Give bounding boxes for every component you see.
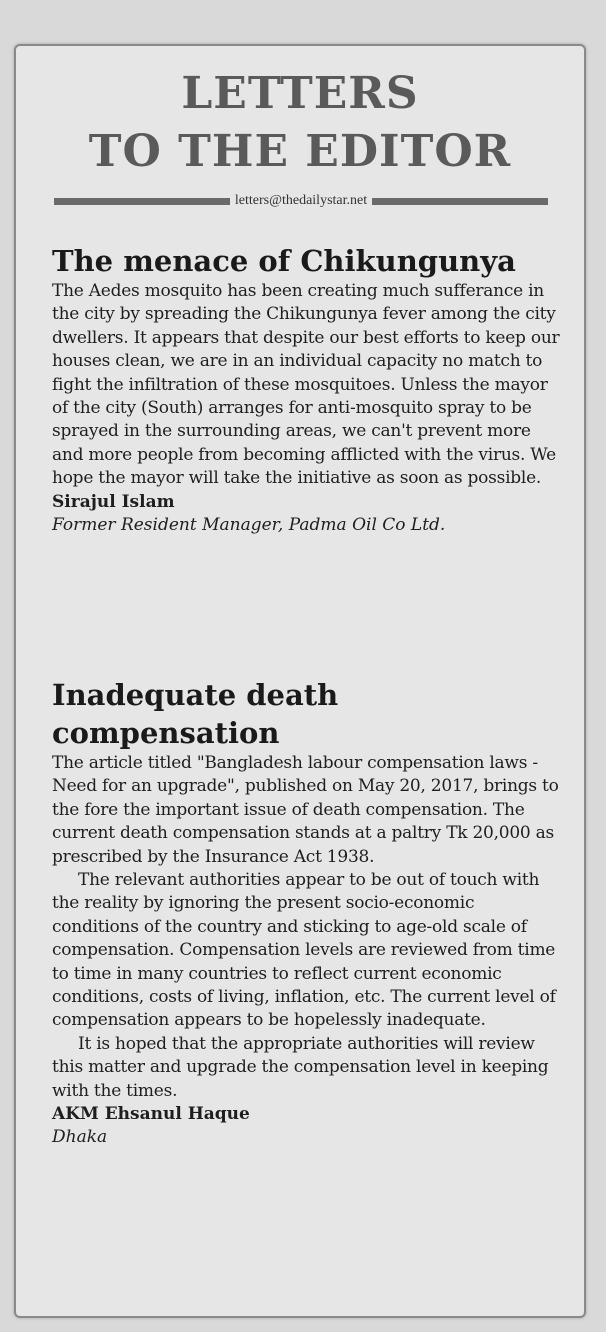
- letter-paragraph: It is hoped that the appropriate authorities will review this matter and upgrade the compensation level in keeping with the times.: [52, 1033, 549, 1101]
- letter-headline: Inadequate death compensation: [52, 678, 339, 750]
- divider-right: [372, 198, 548, 205]
- letter-author-designation: Dhaka: [52, 1127, 108, 1148]
- letter-author-designation: Former Resident Manager, Padma Oil Co Ltd.: [52, 514, 446, 535]
- letters-page: [14, 44, 586, 1318]
- divider-left: [54, 198, 230, 205]
- letter-paragraph: The article titled "Bangladesh labour compensation laws - Need for an upgrade", published on May 20, 2017, brings to the fore the important issue of death compensation. The current death compensation stands at a paltry Tk 20,000 as prescribed by the Insurance Act 1938.: [52, 753, 559, 867]
- letter-paragraph: The relevant authorities appear to be out of touch with the reality by ignoring the present socio-economic conditions of the country and sticking to age-old scale of compensation. Compensation levels are reviewed from time to time in many countries to reflect current economic conditions, costs of living, inflation, etc. The current level of compensation appears to be hopelessly inadequate.: [52, 870, 556, 1031]
- email-row: [54, 193, 548, 209]
- letter-paragraph: The Aedes mosquito has been creating much sufferance in the city by spreading the Chikungunya fever among the city dwellers. It appears that despite our best efforts to keep our houses clean, we are in an individual capacity no match to fight the infiltration of these mosquitoes. Unless the mayor of the city (South) arranges for anti-mosquito spray to be sprayed in the surrounding areas, we can't prevent more and more people from becoming afflicted with the virus. We hope the mayor will take the initiative as soon as possible.: [52, 281, 560, 489]
- letter-death-compensation: [52, 676, 562, 1149]
- masthead-title-line1: LETTERS: [181, 68, 419, 119]
- editor-email: letters@thedailystar.net: [234, 193, 368, 208]
- letter-author: AKM Ehsanul Haque: [52, 1104, 250, 1125]
- letter-headline: The menace of Chikungunya: [52, 244, 516, 278]
- masthead-title-line2: TO THE EDITOR: [88, 126, 512, 177]
- letter-chikungunya: [52, 242, 562, 537]
- letter-author: Sirajul Islam: [52, 491, 175, 512]
